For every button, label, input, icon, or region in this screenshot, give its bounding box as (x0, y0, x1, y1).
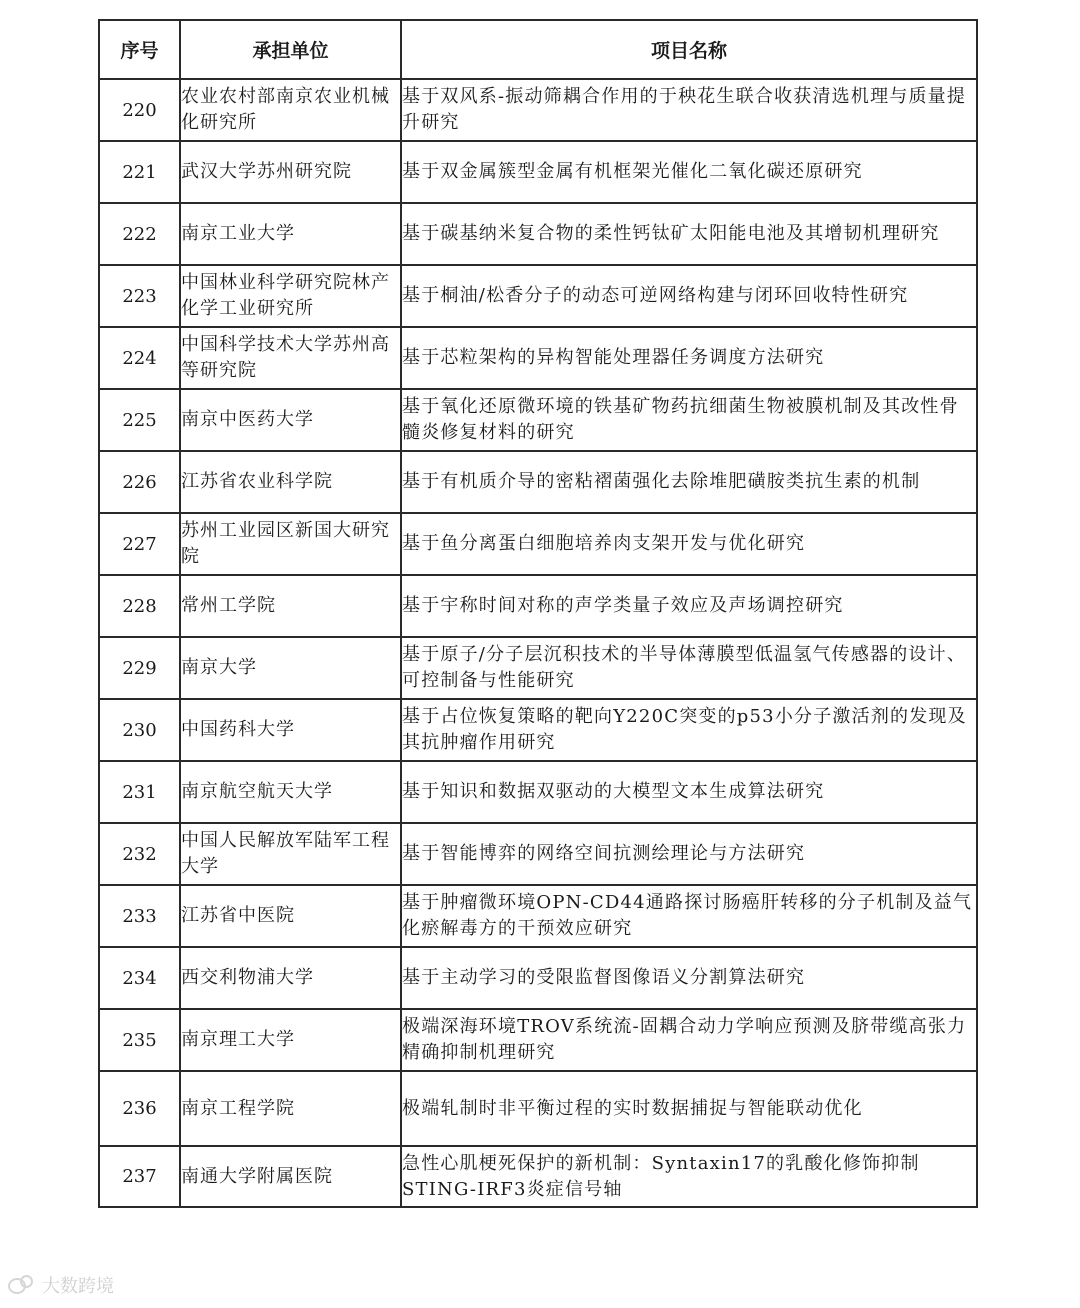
cell-project: 基于双风系-振动筛耦合作用的于秧花生联合收获清选机理与质量提升研究 (401, 79, 977, 141)
cell-num: 232 (99, 823, 180, 885)
table-row (99, 1009, 977, 1071)
cell-project: 基于氧化还原微环境的铁基矿物药抗细菌生物被膜机制及其改性骨髓炎修复材料的研究 (401, 389, 977, 451)
cell-project: 基于有机质介导的密粘褶菌强化去除堆肥磺胺类抗生素的机制 (401, 451, 977, 513)
cell-unit: 中国人民解放军陆军工程大学 (180, 823, 401, 885)
table-row (99, 947, 977, 1009)
cell-num: 228 (99, 575, 180, 637)
cell-project: 基于主动学习的受限监督图像语义分割算法研究 (401, 947, 977, 1009)
cell-unit: 武汉大学苏州研究院 (180, 141, 401, 203)
watermark-text: 大数跨境 (42, 1276, 114, 1297)
cell-project: 基于智能博弈的网络空间抗测绘理论与方法研究 (401, 823, 977, 885)
table-body (99, 79, 977, 1207)
cell-unit: 南通大学附属医院 (180, 1146, 401, 1207)
cell-num: 233 (99, 885, 180, 947)
cell-unit: 西交利物浦大学 (180, 947, 401, 1009)
cell-num: 230 (99, 699, 180, 761)
table-row (99, 389, 977, 451)
header-project: 项目名称 (401, 20, 977, 79)
cell-project: 基于芯粒架构的异构智能处理器任务调度方法研究 (401, 327, 977, 389)
cell-project: 极端深海环境TROV系统流-固耦合动力学响应预测及脐带缆高张力精确抑制机理研究 (401, 1009, 977, 1071)
table-row (99, 203, 977, 265)
cell-project: 基于桐油/松香分子的动态可逆网络构建与闭环回收特性研究 (401, 265, 977, 327)
table-row (99, 637, 977, 699)
cell-unit: 南京工业大学 (180, 203, 401, 265)
cell-project: 基于占位恢复策略的靶向Y220C突变的p53小分子激活剂的发现及其抗肿瘤作用研究 (401, 699, 977, 761)
cell-unit: 江苏省中医院 (180, 885, 401, 947)
table-row (99, 575, 977, 637)
table-row (99, 761, 977, 823)
cell-num: 223 (99, 265, 180, 327)
cell-unit: 中国科学技术大学苏州高等研究院 (180, 327, 401, 389)
cell-project: 基于原子/分子层沉积技术的半导体薄膜型低温氢气传感器的设计、可控制备与性能研究 (401, 637, 977, 699)
table-row (99, 265, 977, 327)
cell-num: 237 (99, 1146, 180, 1207)
cell-project: 基于碳基纳米复合物的柔性钙钛矿太阳能电池及其增韧机理研究 (401, 203, 977, 265)
watermark (8, 1272, 114, 1298)
cell-num: 220 (99, 79, 180, 141)
table-row (99, 79, 977, 141)
table-row (99, 451, 977, 513)
weibo-logo-icon (8, 1275, 36, 1295)
cell-unit: 农业农村部南京农业机械化研究所 (180, 79, 401, 141)
cell-project: 基于双金属簇型金属有机框架光催化二氧化碳还原研究 (401, 141, 977, 203)
cell-project: 基于知识和数据双驱动的大模型文本生成算法研究 (401, 761, 977, 823)
cell-num: 225 (99, 389, 180, 451)
cell-num: 236 (99, 1071, 180, 1146)
cell-num: 226 (99, 451, 180, 513)
table-row (99, 141, 977, 203)
cell-num: 222 (99, 203, 180, 265)
cell-unit: 常州工学院 (180, 575, 401, 637)
table-row (99, 1146, 977, 1207)
cell-num: 227 (99, 513, 180, 575)
table-row (99, 699, 977, 761)
header-unit: 承担单位 (180, 20, 401, 79)
cell-unit: 南京工程学院 (180, 1071, 401, 1146)
cell-project: 急性心肌梗死保护的新机制：Syntaxin17的乳酸化修饰抑制STING-IRF3炎症信号轴 (401, 1146, 977, 1207)
cell-num: 234 (99, 947, 180, 1009)
cell-num: 229 (99, 637, 180, 699)
table-header-row (99, 20, 977, 79)
cell-unit: 南京航空航天大学 (180, 761, 401, 823)
cell-unit: 苏州工业园区新国大研究院 (180, 513, 401, 575)
cell-num: 224 (99, 327, 180, 389)
table-row (99, 823, 977, 885)
cell-project: 极端轧制时非平衡过程的实时数据捕捉与智能联动优化 (401, 1071, 977, 1146)
cell-project: 基于肿瘤微环境OPN-CD44通路探讨肠癌肝转移的分子机制及益气化瘀解毒方的干预效应研究 (401, 885, 977, 947)
cell-project: 基于鱼分离蛋白细胞培养肉支架开发与优化研究 (401, 513, 977, 575)
table-row (99, 327, 977, 389)
cell-project: 基于宇称时间对称的声学类量子效应及声场调控研究 (401, 575, 977, 637)
cell-num: 221 (99, 141, 180, 203)
cell-unit: 中国药科大学 (180, 699, 401, 761)
table-row (99, 885, 977, 947)
project-table (98, 19, 978, 1208)
cell-num: 235 (99, 1009, 180, 1071)
cell-unit: 南京中医药大学 (180, 389, 401, 451)
table-row (99, 513, 977, 575)
cell-unit: 南京大学 (180, 637, 401, 699)
cell-unit: 南京理工大学 (180, 1009, 401, 1071)
cell-unit: 江苏省农业科学院 (180, 451, 401, 513)
header-num: 序号 (99, 20, 180, 79)
table-row (99, 1071, 977, 1146)
cell-unit: 中国林业科学研究院林产化学工业研究所 (180, 265, 401, 327)
cell-num: 231 (99, 761, 180, 823)
